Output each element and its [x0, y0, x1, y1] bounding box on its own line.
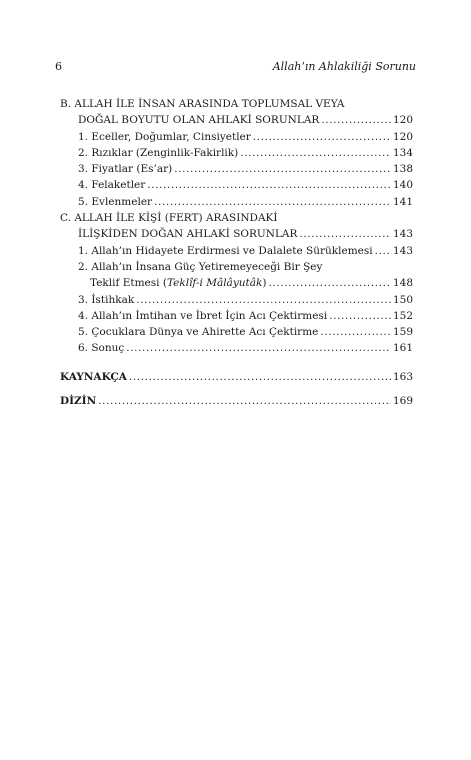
toc-entry-title: 3. İstihkak	[78, 293, 135, 306]
page-header	[55, 60, 416, 73]
dot-leader	[299, 226, 391, 242]
dot-leader	[136, 292, 391, 308]
toc-entry-section-c[interactable]	[60, 226, 413, 242]
toc-entry-page: 138	[392, 163, 413, 176]
toc-entry-page: 150	[392, 293, 413, 306]
toc-entry-page: 134	[392, 146, 413, 159]
toc-entry-b3[interactable]	[60, 161, 413, 177]
toc-entry-page: 159	[392, 326, 413, 339]
toc-entry-title: 4. Allah’ın İmtihan ve İbret İçin Acı Çektirmesi	[78, 309, 328, 322]
section-b-heading-line1: B. ALLAH İLE İNSAN ARASINDA TOPLUMSAL VEYA	[60, 98, 345, 110]
dot-leader	[240, 145, 391, 161]
title-italic: Teklîf-i Mâlâyutâk	[166, 277, 263, 290]
section-c-heading-line1: C. ALLAH İLE KİŞİ (FERT) ARASINDAKİ	[60, 212, 278, 225]
toc-entry-page: 152	[392, 309, 413, 322]
toc-entry-page: 143	[392, 228, 413, 241]
toc-entry-dizin[interactable]	[60, 393, 413, 409]
dot-leader	[154, 194, 391, 210]
toc-entry-section-b[interactable]	[60, 112, 413, 128]
toc-entry-title: 5. Çocuklara Dünya ve Ahirette Acı Çektirme	[78, 326, 319, 339]
page-number: 6	[55, 60, 62, 73]
title-part: )	[262, 277, 267, 290]
toc-entry-page: 169	[392, 395, 413, 408]
toc-entry-title: 3. Fiyatlar (Es’ar)	[78, 163, 173, 176]
dot-leader	[129, 369, 391, 385]
toc-entry-title: 1. Allah’ın Hidayete Erdirmesi ve Dalalete Sürüklemesi	[78, 244, 373, 257]
toc-entry-b1[interactable]	[60, 129, 413, 145]
toc-entry-title: 6. Sonuç	[78, 342, 125, 355]
toc-entry-page: 141	[392, 195, 413, 208]
table-of-contents	[60, 96, 413, 409]
toc-entry-page: 161	[392, 342, 413, 355]
spacer	[60, 385, 413, 393]
dot-leader	[126, 340, 391, 356]
toc-entry-c1[interactable]	[60, 243, 413, 259]
spacer	[60, 357, 413, 369]
toc-entry-page: 148	[392, 277, 413, 290]
toc-entry-page: 140	[392, 179, 413, 192]
toc-entry-page: 120	[392, 130, 413, 143]
toc-entry-c5[interactable]	[60, 324, 413, 340]
dot-leader	[98, 393, 391, 409]
toc-entry-b2[interactable]	[60, 145, 413, 161]
dot-leader	[321, 112, 391, 128]
dot-leader	[375, 243, 391, 259]
toc-entry-c2-line1: 2. Allah’ın İnsana Güç Yetiremeyeceği Bir Şey	[78, 260, 323, 273]
toc-entry-c3[interactable]	[60, 292, 413, 308]
dot-leader	[253, 129, 391, 145]
toc-entry-c4[interactable]	[60, 308, 413, 324]
toc-entry-title: 5. Evlenmeler	[78, 195, 153, 208]
toc-entry-c6[interactable]	[60, 340, 413, 356]
toc-entry-title: İLİŞKİDEN DOĞAN AHLAKİ SORUNLAR	[78, 228, 298, 241]
dot-leader	[320, 324, 391, 340]
toc-entry-title: DİZİN	[60, 395, 97, 408]
toc-entry-b4[interactable]	[60, 177, 413, 193]
dot-leader	[268, 275, 390, 291]
toc-entry-title: 4. Felaketler	[78, 179, 146, 192]
toc-entry-title	[90, 275, 266, 291]
toc-entry-title: KAYNAKÇA	[60, 370, 127, 383]
toc-entry-title: DOĞAL BOYUTU OLAN AHLAKİ SORUNLAR	[78, 114, 320, 127]
toc-entry-title: 2. Rızıklar (Zenginlik-Fakirlik)	[78, 146, 239, 159]
dot-leader	[174, 161, 391, 177]
toc-entry-title: 1. Eceller, Doğumlar, Cinsiyetler	[78, 130, 251, 143]
running-title: Allah’ın Ahlakiliği Sorunu	[272, 60, 416, 73]
dot-leader	[147, 177, 391, 193]
toc-entry-kaynakca[interactable]	[60, 369, 413, 385]
toc-entry-page: 143	[392, 244, 413, 257]
title-part: Teklif Etmesi (	[90, 277, 167, 290]
toc-entry-page: 163	[392, 370, 413, 383]
toc-entry-b5[interactable]	[60, 194, 413, 210]
toc-entry-c2[interactable]	[60, 275, 413, 291]
toc-entry-page: 120	[392, 114, 413, 127]
dot-leader	[329, 308, 391, 324]
